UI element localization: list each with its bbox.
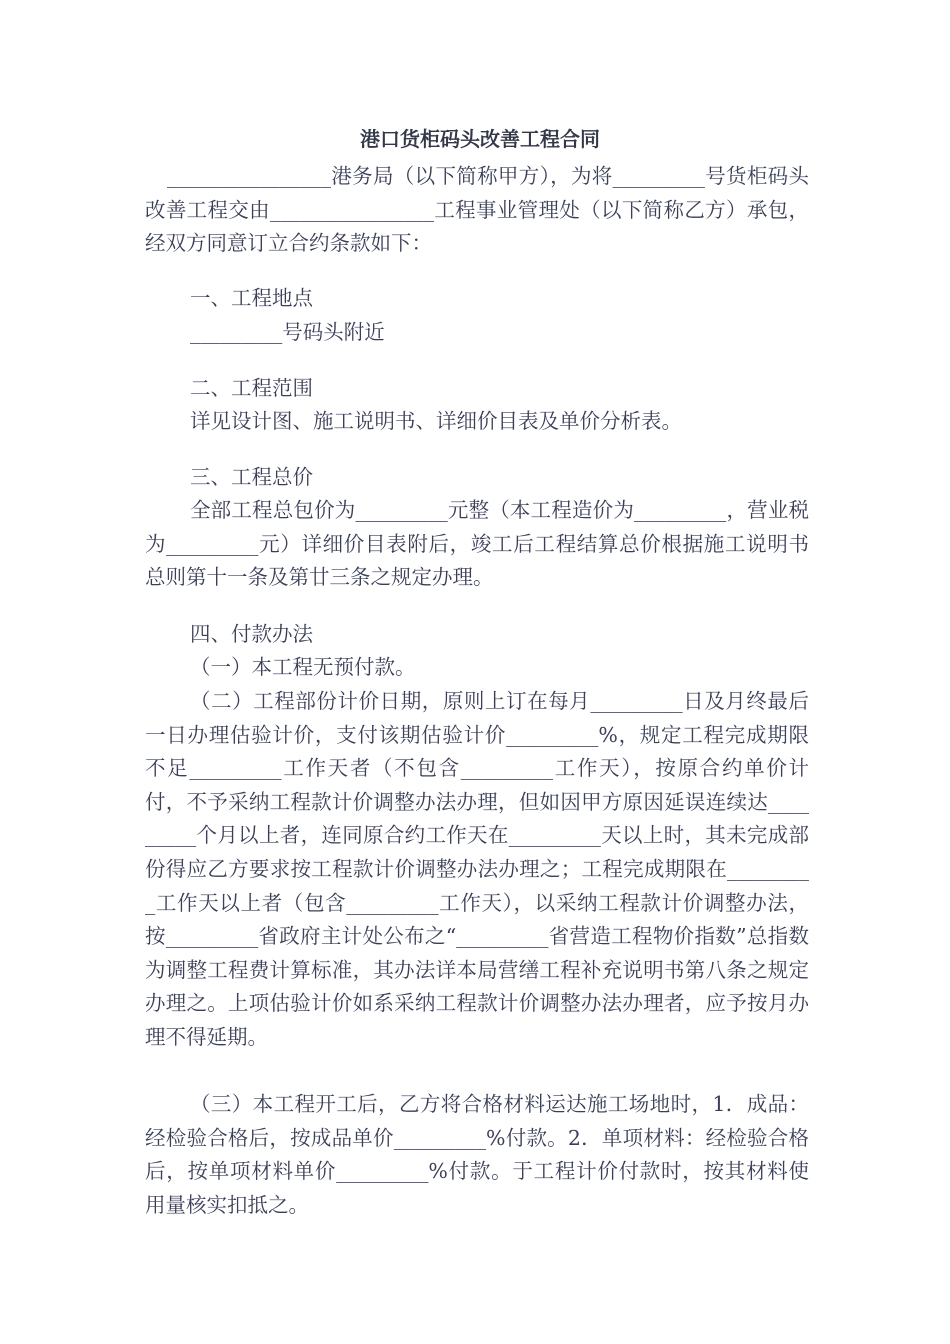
section-body-scope: 详见设计图、施工说明书、详细价目表及单价分析表。	[190, 409, 682, 433]
intro-paragraph: ________________港务局（以下简称甲方），为将_________号货柜码头改善工程交由________________工程事业管理处（以下简称乙方）承包，经双方同意订立合约条款如下：	[145, 164, 809, 256]
payment-item-3: （三）本工程开工后，乙方将合格材料运达施工场地时，1．成品：经检验合格后，按成品单价_________%付款。2．单项材料：经检验合格后，按单项材料单价_________%付款。于工程计价付款时，按其材料使用量核实扣抵之。	[145, 1092, 809, 1217]
section-body-location: _________号码头附近	[190, 320, 385, 344]
section-body-total-price: 全部工程总包价为_________元整（本工程造价为_________，营业税为_________元）详细价目表附后，竣工后工程结算总价根据施工说明书总则第十一条及第廿三条之规定办理。	[145, 498, 809, 590]
document-title: 港口货柜码头改善工程合同	[360, 127, 600, 151]
section-heading-location: 一、工程地点	[190, 286, 313, 310]
section-heading-payment: 四、付款办法	[190, 622, 313, 646]
section-heading-scope: 二、工程范围	[190, 376, 313, 400]
payment-item-2: （二）工程部份计价日期，原则上订在每月_________日及月终最后一日办理估验计价，支付该期估验计价_________%，规定工程完成期限不足_________工作天者（不包含_________工作天），按原合约单价计付，不予采纳工程款计价调整办法办理，但如因甲方原因延误连续达_________个月以上者，连同原合约工作天在_________天以上时，其未完成部份得应乙方要求按工程款计价调整办法办理之；工程完成期限在_________工作天以上者（包含_________工作天），以采纳工程款计价调整办法，按_________省政府主计处公布之“_________省营造工程物价指数”总指数为调整工程费计算标准，其办法详本局营缮工程补充说明书第八条之规定办理之。上项估验计价如系采纳工程款计价调整办法办理者，应予按月办理不得延期。	[145, 689, 809, 1049]
section-heading-total-price: 三、工程总价	[190, 465, 313, 489]
payment-item-1: （一）本工程无预付款。	[190, 655, 416, 679]
